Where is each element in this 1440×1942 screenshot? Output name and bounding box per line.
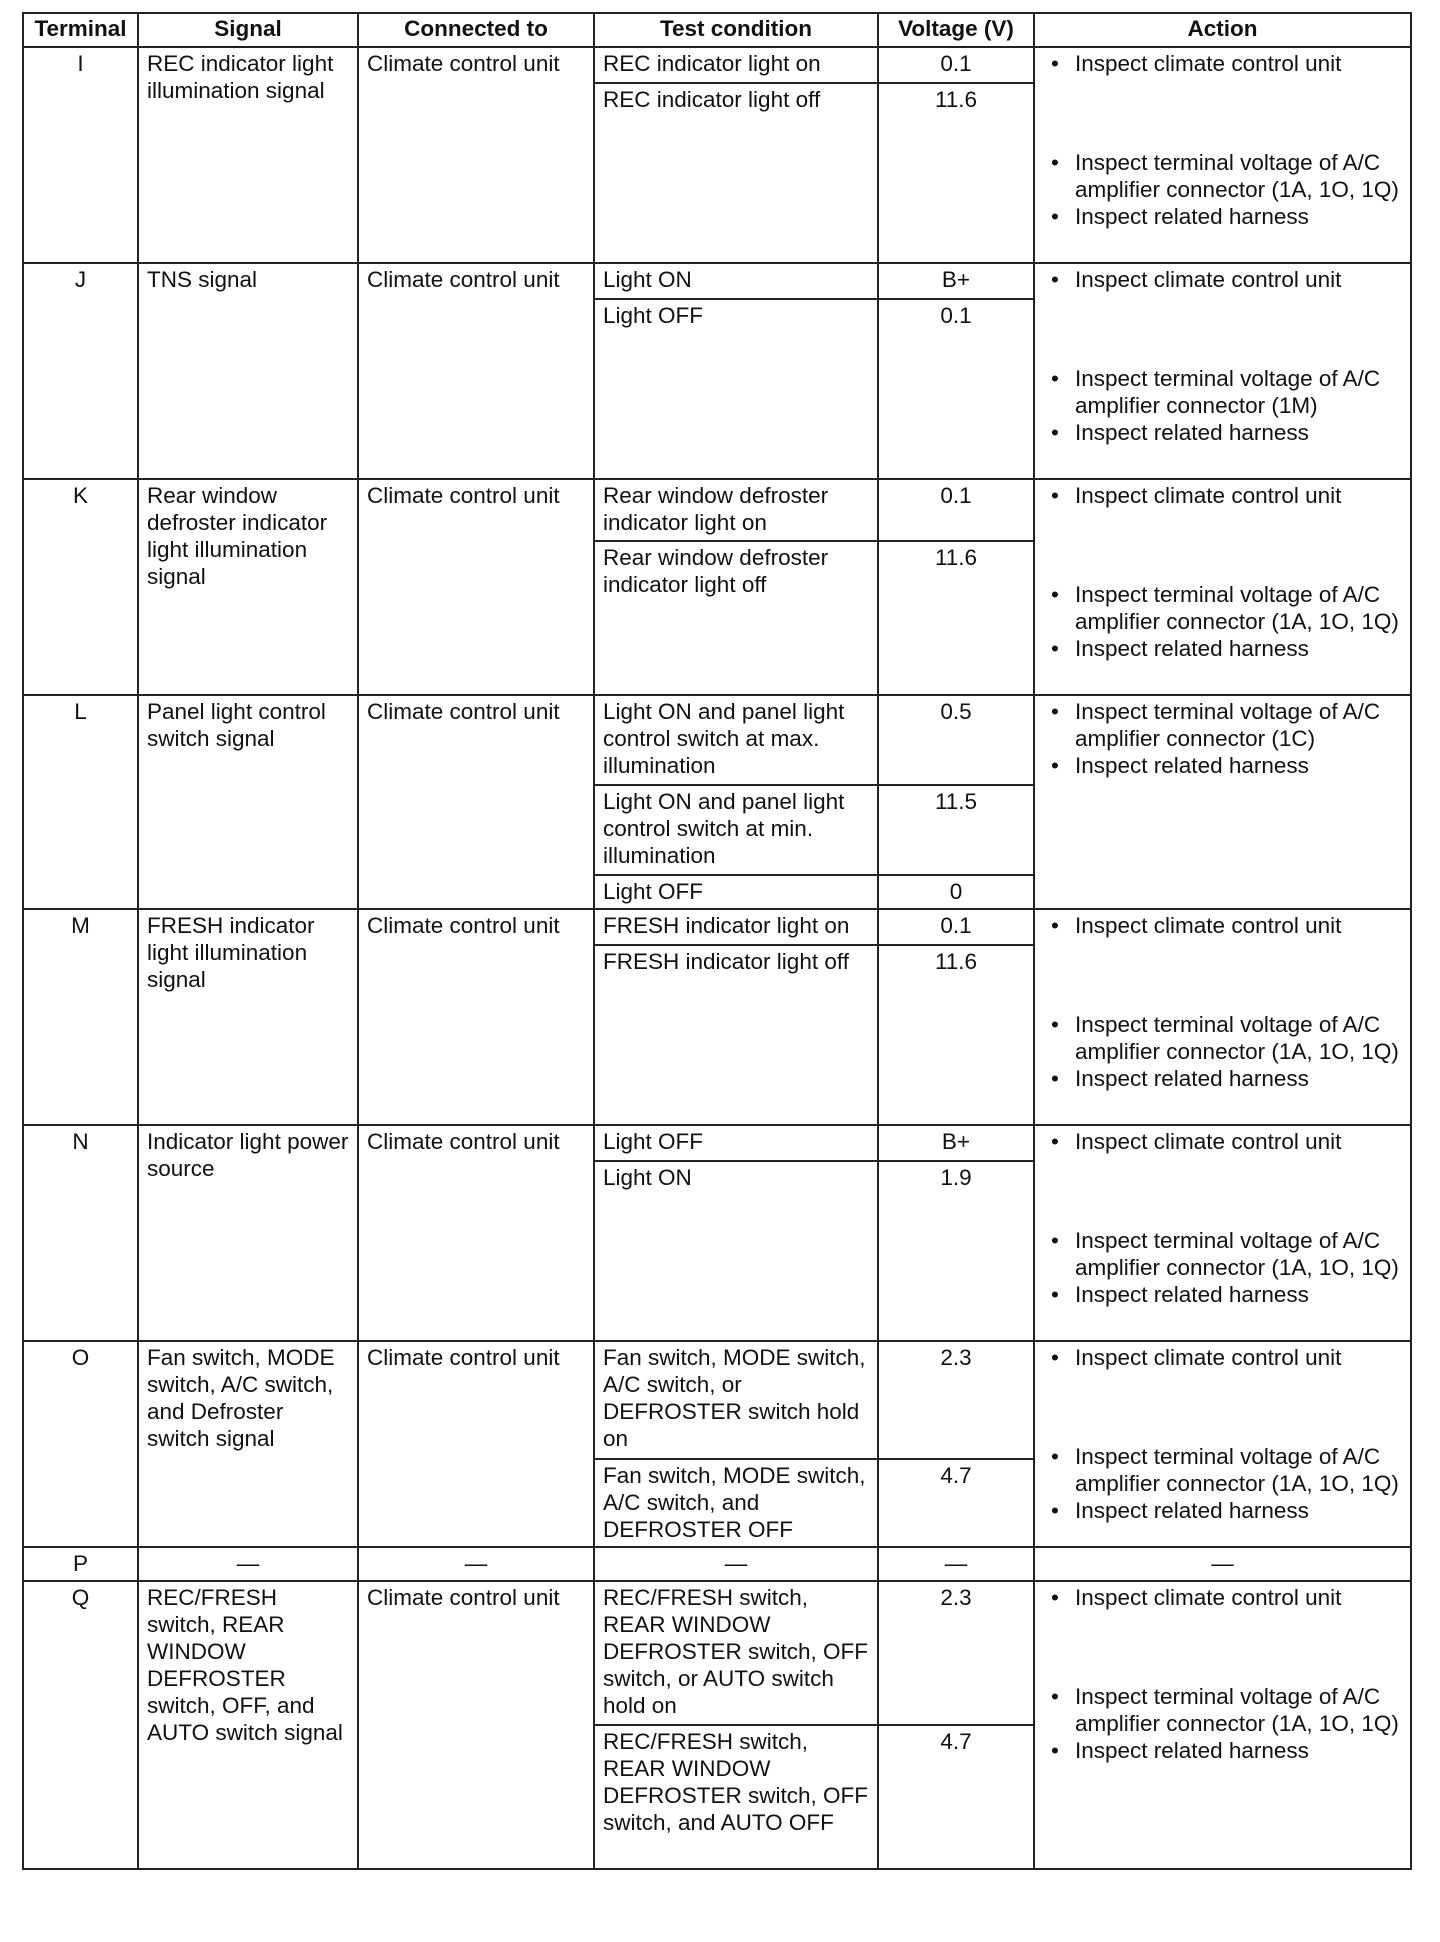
terminal-table-container [22, 12, 1410, 1870]
table-row [23, 1581, 1411, 1725]
test-condition-cell: — [594, 1547, 878, 1581]
test-condition-cell: Fan switch, MODE switch, A/C switch, or DEFROSTER switch hold on [594, 1341, 878, 1459]
action-item: • Inspect terminal voltage of A/C amplifier connector (1A, 1O, 1Q) [1043, 1227, 1402, 1281]
header-connected-to: Connected to [358, 13, 594, 47]
header-terminal: Terminal [23, 13, 138, 47]
test-condition-cell: Light ON [594, 263, 878, 299]
action-item: • Inspect terminal voltage of A/C amplifier connector (1A, 1O, 1Q) [1043, 1011, 1402, 1065]
action-cell [1034, 909, 1411, 1125]
action-item: • Inspect terminal voltage of A/C amplifier connector (1C) [1043, 698, 1402, 752]
connected-cell: Climate control unit [358, 695, 594, 909]
signal-cell: TNS signal [138, 263, 358, 479]
signal-cell: Rear window defroster indicator light illumination signal [138, 479, 358, 695]
action-item: • Inspect terminal voltage of A/C amplifier connector (1M) [1043, 365, 1402, 419]
action-item: • Inspect related harness [1043, 203, 1402, 230]
test-condition-cell: REC/FRESH switch, REAR WINDOW DEFROSTER switch, OFF switch, and AUTO OFF [594, 1725, 878, 1869]
action-cell: — [1034, 1547, 1411, 1581]
terminal-cell: I [23, 47, 138, 263]
voltage-cell: 1.9 [878, 1161, 1034, 1341]
action-item: • Inspect terminal voltage of A/C amplifier connector (1A, 1O, 1Q) [1043, 1683, 1402, 1737]
action-cell [1034, 479, 1411, 695]
test-condition-cell: Light ON and panel light control switch at max. illumination [594, 695, 878, 785]
test-condition-cell: Light OFF [594, 1125, 878, 1161]
voltage-cell: 2.3 [878, 1581, 1034, 1725]
action-item: • Inspect climate control unit [1043, 482, 1402, 509]
action-item: • Inspect related harness [1043, 1281, 1402, 1308]
table-row [23, 909, 1411, 945]
signal-cell: Fan switch, MODE switch, A/C switch, and Defroster switch signal [138, 1341, 358, 1547]
table-row [23, 479, 1411, 541]
voltage-cell: 0.1 [878, 299, 1034, 479]
terminal-cell: L [23, 695, 138, 909]
test-condition-cell: Rear window defroster indicator light on [594, 479, 878, 541]
signal-cell: FRESH indicator light illumination signal [138, 909, 358, 1125]
action-cell [1034, 1581, 1411, 1869]
terminal-cell: O [23, 1341, 138, 1547]
connected-cell: Climate control unit [358, 909, 594, 1125]
action-item: • Inspect terminal voltage of A/C amplifier connector (1A, 1O, 1Q) [1043, 1443, 1402, 1497]
test-condition-cell: Rear window defroster indicator light off [594, 541, 878, 695]
voltage-cell: 11.6 [878, 541, 1034, 695]
action-item: • Inspect climate control unit [1043, 912, 1402, 939]
test-condition-cell: Light ON [594, 1161, 878, 1341]
action-item: • Inspect related harness [1043, 635, 1402, 662]
voltage-cell: 11.6 [878, 83, 1034, 263]
action-item: • Inspect climate control unit [1043, 50, 1402, 77]
action-item: • Inspect climate control unit [1043, 1128, 1402, 1155]
terminal-voltage-table [22, 12, 1412, 1870]
voltage-cell: B+ [878, 1125, 1034, 1161]
test-condition-cell: FRESH indicator light on [594, 909, 878, 945]
connected-cell: Climate control unit [358, 1125, 594, 1341]
voltage-cell: 11.6 [878, 945, 1034, 1125]
signal-cell: Panel light control switch signal [138, 695, 358, 909]
table-row [23, 1341, 1411, 1459]
action-item: • Inspect terminal voltage of A/C amplifier connector (1A, 1O, 1Q) [1043, 149, 1402, 203]
terminal-cell: K [23, 479, 138, 695]
voltage-cell: 11.5 [878, 785, 1034, 875]
connected-cell: Climate control unit [358, 1581, 594, 1869]
voltage-cell: 4.7 [878, 1725, 1034, 1869]
action-item: • Inspect climate control unit [1043, 1584, 1402, 1611]
action-item: • Inspect related harness [1043, 419, 1402, 446]
signal-cell: REC/FRESH switch, REAR WINDOW DEFROSTER switch, OFF, and AUTO switch signal [138, 1581, 358, 1869]
table-row [23, 1125, 1411, 1161]
test-condition-cell: Light OFF [594, 875, 878, 909]
voltage-cell: — [878, 1547, 1034, 1581]
test-condition-cell: REC indicator light off [594, 83, 878, 263]
voltage-cell: 0.5 [878, 695, 1034, 785]
action-cell [1034, 47, 1411, 263]
voltage-cell: 4.7 [878, 1459, 1034, 1547]
action-item: • Inspect climate control unit [1043, 266, 1402, 293]
terminal-cell: J [23, 263, 138, 479]
terminal-cell: N [23, 1125, 138, 1341]
table-row [23, 1547, 1411, 1581]
voltage-cell: 2.3 [878, 1341, 1034, 1459]
header-voltage: Voltage (V) [878, 13, 1034, 47]
voltage-cell: 0.1 [878, 909, 1034, 945]
action-item: • Inspect terminal voltage of A/C amplifier connector (1A, 1O, 1Q) [1043, 581, 1402, 635]
voltage-cell: 0 [878, 875, 1034, 909]
action-cell [1034, 263, 1411, 479]
header-signal: Signal [138, 13, 358, 47]
test-condition-cell: REC/FRESH switch, REAR WINDOW DEFROSTER switch, OFF switch, or AUTO switch hold on [594, 1581, 878, 1725]
table-row [23, 695, 1411, 785]
test-condition-cell: FRESH indicator light off [594, 945, 878, 1125]
action-cell [1034, 1125, 1411, 1341]
connected-cell: Climate control unit [358, 479, 594, 695]
voltage-cell: B+ [878, 263, 1034, 299]
signal-cell: Indicator light power source [138, 1125, 358, 1341]
terminal-cell: P [23, 1547, 138, 1581]
action-item: • Inspect related harness [1043, 1065, 1402, 1092]
signal-cell: REC indicator light illumination signal [138, 47, 358, 263]
connected-cell: Climate control unit [358, 263, 594, 479]
test-condition-cell: REC indicator light on [594, 47, 878, 83]
action-item: • Inspect climate control unit [1043, 1344, 1402, 1371]
header-test-condition: Test condition [594, 13, 878, 47]
test-condition-cell: Light ON and panel light control switch at min. illumination [594, 785, 878, 875]
action-cell [1034, 695, 1411, 909]
test-condition-cell: Light OFF [594, 299, 878, 479]
action-item: • Inspect related harness [1043, 1737, 1402, 1764]
test-condition-cell: Fan switch, MODE switch, A/C switch, and DEFROSTER OFF [594, 1459, 878, 1547]
connected-cell: Climate control unit [358, 47, 594, 263]
terminal-cell: M [23, 909, 138, 1125]
header-action: Action [1034, 13, 1411, 47]
table-row [23, 47, 1411, 83]
action-cell [1034, 1341, 1411, 1547]
connected-cell: — [358, 1547, 594, 1581]
signal-cell: — [138, 1547, 358, 1581]
action-item: • Inspect related harness [1043, 752, 1402, 779]
terminal-cell: Q [23, 1581, 138, 1869]
voltage-cell: 0.1 [878, 47, 1034, 83]
table-row [23, 263, 1411, 299]
voltage-cell: 0.1 [878, 479, 1034, 541]
connected-cell: Climate control unit [358, 1341, 594, 1547]
header-row [23, 13, 1411, 47]
action-item: • Inspect related harness [1043, 1497, 1402, 1524]
